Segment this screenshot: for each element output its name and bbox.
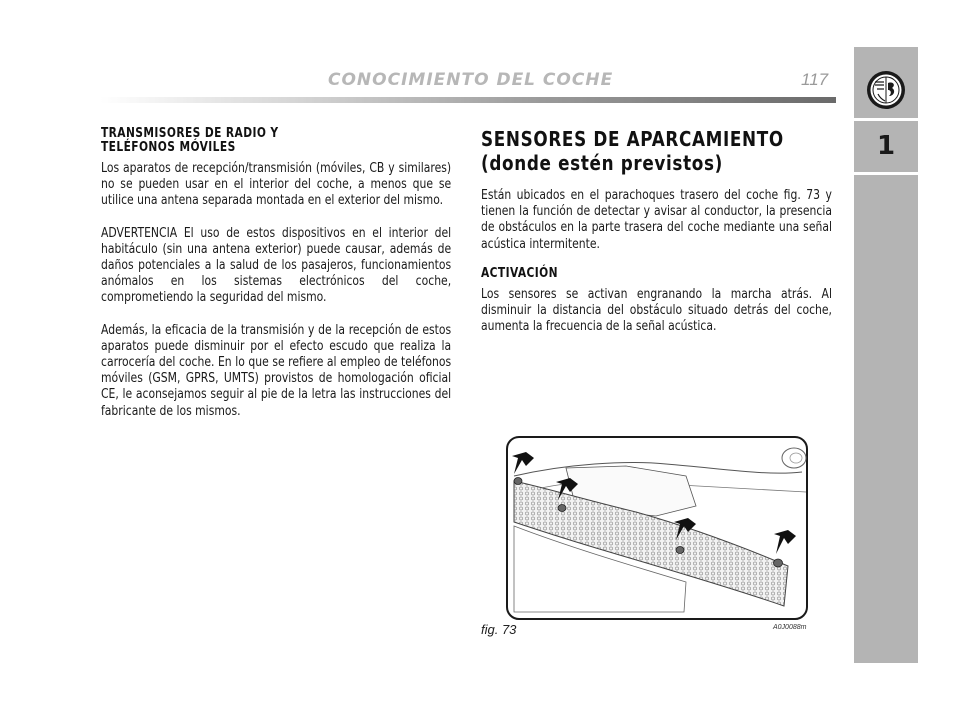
chapter-number: 1 <box>876 131 896 161</box>
alfa-romeo-logo-icon <box>866 70 906 110</box>
figure-caption: fig. 73 <box>481 622 517 637</box>
header-rule <box>100 97 836 103</box>
section-heading-line: TRANSMISORES DE RADIO Y <box>101 126 279 141</box>
parking-sensors-figure <box>506 436 808 620</box>
main-heading-line: (donde estén previstos) <box>481 151 724 175</box>
main-heading-line: SENSORES DE APARCAMIENTO <box>481 127 784 151</box>
right-column <box>481 127 832 351</box>
paragraph: Además, la eficacia de la transmisión y de la recepción de estos aparatos puede disminuir por el efecto escudo que realiza la carrocería del coche. En lo que se refiere al empleo de teléfonos móviles (GSM, GPRS, UMTS) provistos de homologación oficial CE, le aconsejamos seguir al pie de la letra las instrucciones del fabricante de los mismos. <box>101 322 452 419</box>
section-subheading: ACTIVACIÓN <box>481 265 558 281</box>
figure-code: A0J0088m <box>773 624 807 631</box>
running-header-title: CONOCIMIENTO DEL COCHE <box>328 70 614 90</box>
paragraph: Los sensores se activan engranando la marcha atrás. Al disminuir la distancia del obstáculo situado detrás del coche, aumenta la frecuencia de la señal acústica. <box>481 286 832 335</box>
section-heading-line: TELÉFONOS MÓVILES <box>101 140 236 155</box>
side-tab-divider <box>854 172 918 175</box>
page-number: 117 <box>801 70 829 89</box>
left-column <box>101 127 451 436</box>
paragraph: Están ubicados en el parachoques trasero del coche fig. 73 y tienen la función de detectar y avisar al conductor, la presencia de obstáculos en la parte trasera del coche mediante una señal acústica intermitente. <box>481 188 832 252</box>
paragraph: Los aparatos de recepción/transmisión (móviles, CB y similares) no se pueden usar en el interior del coche, a menos que se utilice una antena separada montada en el exterior del mismo. <box>101 161 452 209</box>
side-tab-divider <box>854 118 918 121</box>
warning-paragraph: ADVERTENCIA El uso de estos dispositivos en el interior del habitáculo (sin una antena exterior) puede causar, además de daños potenciales a la salud de los pasajeros, funcionamientos anómalos en los sistemas electrónicos del coche, comprometiendo la seguridad del mismo. <box>101 225 452 306</box>
